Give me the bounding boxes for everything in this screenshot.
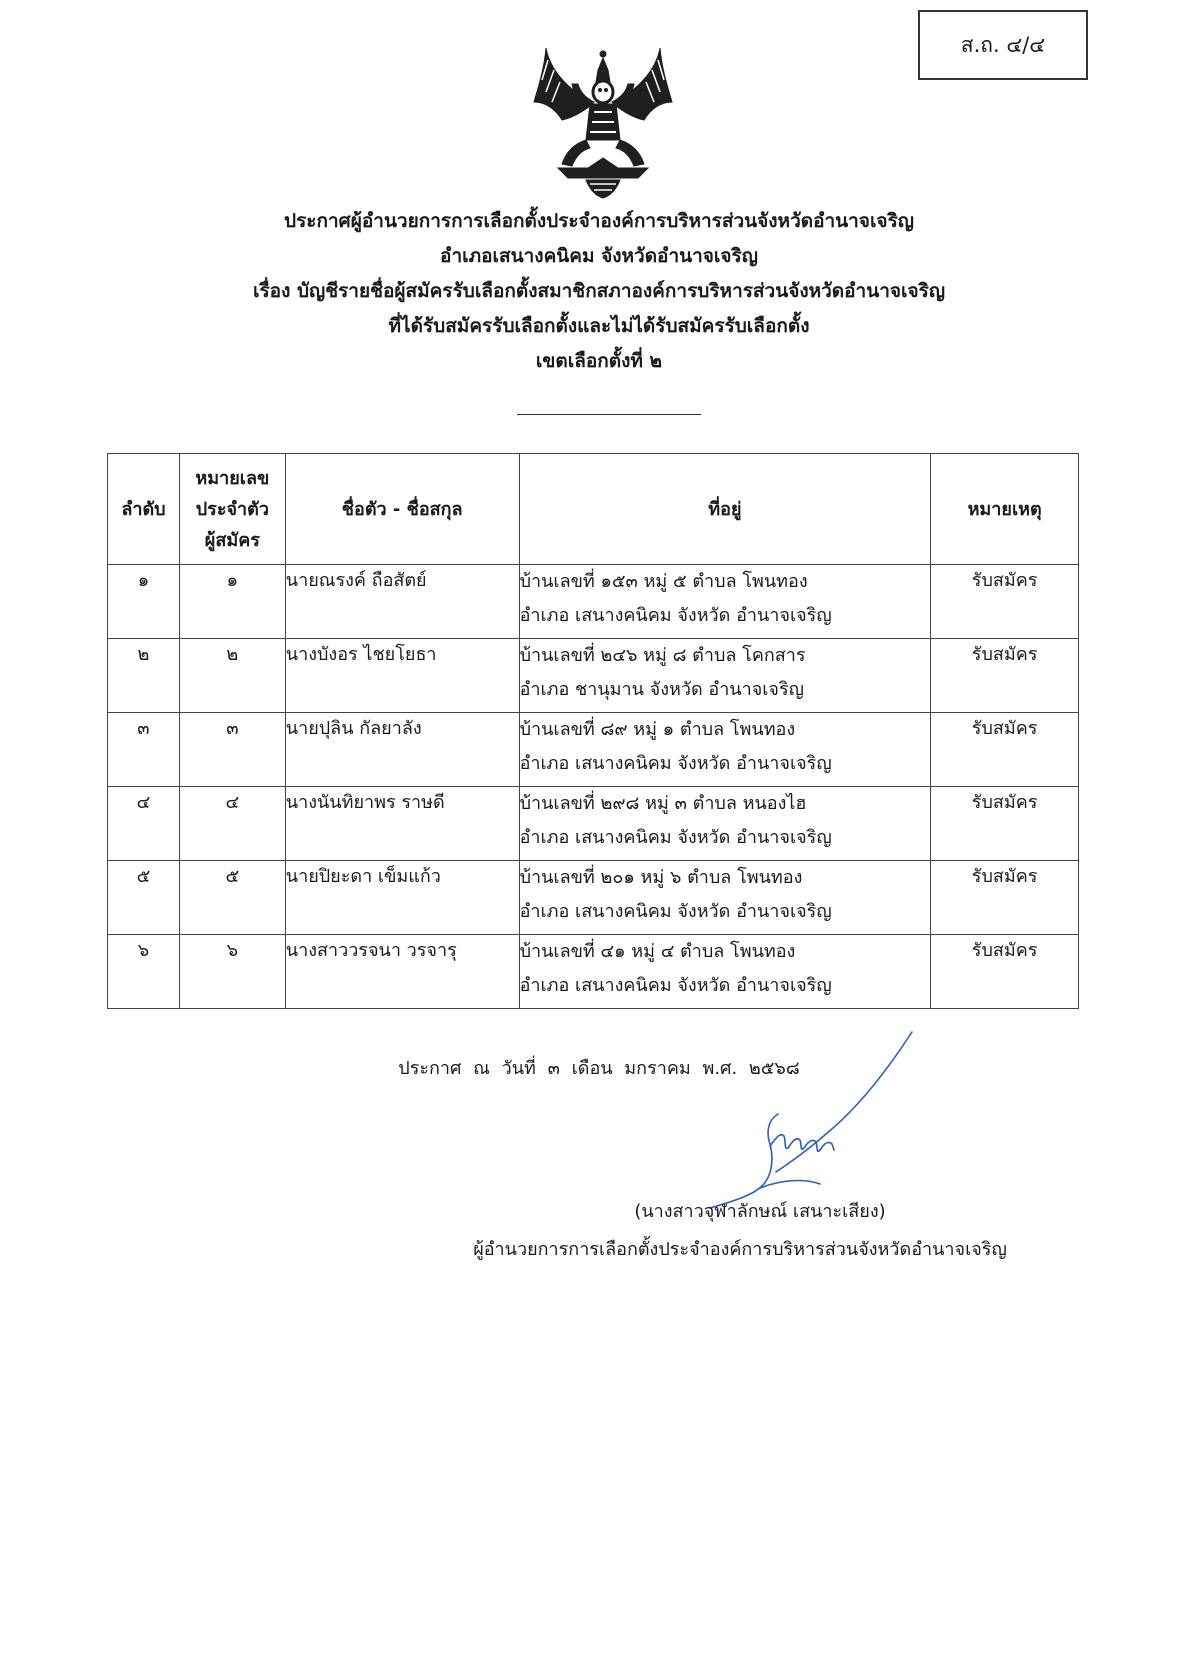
header-no-line1: หมายเลข — [195, 467, 270, 489]
header-constituency: เขตเลือกตั้งที่ ๒ — [535, 350, 663, 372]
cell-address — [519, 861, 931, 935]
cell-seq: ๔ — [108, 787, 180, 861]
header-subject-cont: ที่ได้รับสมัครรับเลือกตั้งและไม่ได้รับสมัครรับเลือกตั้ง — [388, 315, 810, 337]
signer-title: ผู้อำนวยการการเลือกตั้งประจำองค์การบริหารส่วนจังหวัดอำนาจเจริญ — [473, 1239, 1007, 1260]
cell-note: รับสมัคร — [931, 935, 1079, 1009]
header-seq: ลำดับ — [108, 454, 180, 565]
form-code-box: ส.ถ. ๔/๔ — [918, 10, 1088, 80]
cell-address — [519, 639, 931, 713]
cell-number: ๔ — [179, 787, 285, 861]
cell-number: ๒ — [179, 639, 285, 713]
address-line1: บ้านเลขที่ ๘๙ หมู่ ๑ ตำบล โพนทอง — [519, 719, 796, 740]
header-district: อำเภอเสนางคนิคม จังหวัดอำนาจเจริญ — [440, 245, 758, 267]
cell-name: นายณรงค์ ถือสัตย์ — [285, 565, 519, 639]
address-line2: อำเภอ เสนางคนิคม จังหวัด อำนาจเจริญ — [519, 901, 832, 922]
signer-name: (นางสาวจุฬาลักษณ์ เสนาะเสียง) — [634, 1201, 886, 1222]
address-line1: บ้านเลขที่ ๒๙๘ หมู่ ๓ ตำบล หนองไฮ — [519, 793, 807, 814]
cell-note: รับสมัคร — [931, 787, 1079, 861]
address-line2: อำเภอ เสนางคนิคม จังหวัด อำนาจเจริญ — [519, 753, 832, 774]
header-name: ชื่อตัว - ชื่อสกุล — [285, 454, 519, 565]
handwritten-signature — [700, 1028, 920, 1218]
table-row — [108, 861, 1079, 935]
address-line1: บ้านเลขที่ ๒๐๑ หมู่ ๖ ตำบล โพนทอง — [519, 867, 803, 888]
address-line2: อำเภอ ชานุมาน จังหวัด อำนาจเจริญ — [519, 679, 804, 700]
address-line1: บ้านเลขที่ ๔๑ หมู่ ๔ ตำบล โพนทอง — [519, 941, 796, 962]
table-row — [108, 639, 1079, 713]
cell-name: นายปิยะดา เข็มแก้ว — [285, 861, 519, 935]
cell-note: รับสมัคร — [931, 565, 1079, 639]
table-row — [108, 787, 1079, 861]
table-row — [108, 565, 1079, 639]
header-subject: เรื่อง บัญชีรายชื่อผู้สมัครรับเลือกตั้งสมาชิกสภาองค์การบริหารส่วนจังหวัดอำนาจเจริญ — [252, 280, 946, 302]
address-line2: อำเภอ เสนางคนิคม จังหวัด อำนาจเจริญ — [519, 827, 832, 848]
table-row — [108, 935, 1079, 1009]
garuda-emblem-icon — [528, 40, 678, 200]
address-line2: อำเภอ เสนางคนิคม จังหวัด อำนาจเจริญ — [519, 975, 832, 996]
cell-note: รับสมัคร — [931, 639, 1079, 713]
table-row — [108, 713, 1079, 787]
cell-note: รับสมัคร — [931, 713, 1079, 787]
address-line1: บ้านเลขที่ ๒๔๖ หมู่ ๘ ตำบล โคกสาร — [519, 645, 806, 666]
cell-address — [519, 787, 931, 861]
cell-number: ๖ — [179, 935, 285, 1009]
cell-name: นายปุลิน กัลยาลัง — [285, 713, 519, 787]
announcement-date: ประกาศ ณ วันที่ ๓ เดือน มกราคม พ.ศ. ๒๕๖๘ — [398, 1058, 800, 1079]
cell-number: ๕ — [179, 861, 285, 935]
table-header-row — [108, 454, 1079, 565]
cell-address — [519, 713, 931, 787]
cell-name: นางสาววรจนา วรจารุ — [285, 935, 519, 1009]
cell-seq: ๒ — [108, 639, 180, 713]
cell-address — [519, 935, 931, 1009]
cell-seq: ๑ — [108, 565, 180, 639]
header-candidate-number — [179, 454, 285, 565]
candidate-table — [107, 453, 1079, 1009]
address-line2: อำเภอ เสนางคนิคม จังหวัด อำนาจเจริญ — [519, 605, 832, 626]
cell-address — [519, 565, 931, 639]
address-line1: บ้านเลขที่ ๑๕๓ หมู่ ๕ ตำบล โพนทอง — [519, 571, 808, 592]
header-no-line2: ประจำตัว — [195, 498, 269, 520]
cell-name: นางบังอร ไชยโยธา — [285, 639, 519, 713]
header-note: หมายเหตุ — [931, 454, 1079, 565]
header-title: ประกาศผู้อำนวยการการเลือกตั้งประจำองค์การบริหารส่วนจังหวัดอำนาจเจริญ — [284, 210, 914, 232]
cell-number: ๓ — [179, 713, 285, 787]
header-divider — [517, 414, 701, 415]
cell-note: รับสมัคร — [931, 861, 1079, 935]
header-address: ที่อยู่ — [519, 454, 931, 565]
cell-seq: ๓ — [108, 713, 180, 787]
header-no-line3: ผู้สมัคร — [204, 529, 260, 551]
announcement-header — [0, 204, 1198, 379]
cell-seq: ๕ — [108, 861, 180, 935]
cell-number: ๑ — [179, 565, 285, 639]
cell-seq: ๖ — [108, 935, 180, 1009]
cell-name: นางนันทิยาพร ราษดี — [285, 787, 519, 861]
